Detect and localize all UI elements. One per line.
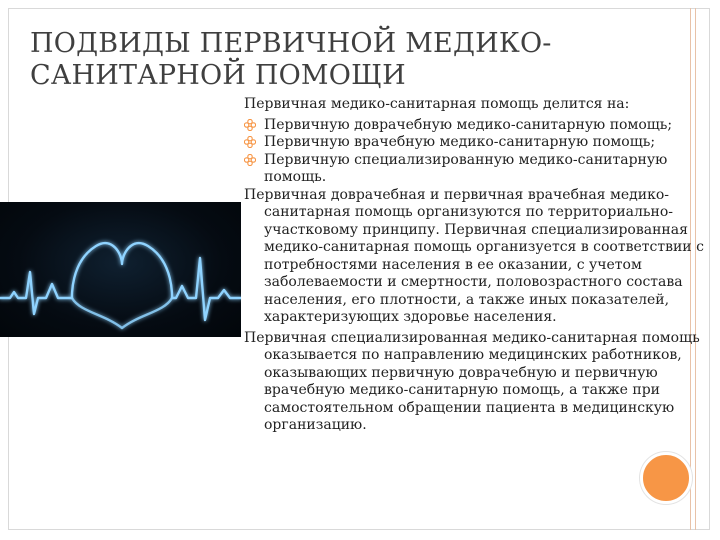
bullet-text: Первичную доврачебную медико-санитарную помощь; [264,116,673,133]
bullet-item [244,152,710,187]
flower-bullet-icon [244,136,256,148]
paragraph-2: Первичная специализированная медико-санитарная помощь оказывается по направлению медицинских работников, оказывающих первичную доврачебную и первичную врачебную медико-санитарную помощь, а также при самостоятельном обращении пациента в медицинскую организацию. [244,329,700,433]
flower-bullet-icon [244,119,256,131]
slide-body [244,96,710,438]
orange-circle-icon [640,452,692,504]
heart-ecg-icon [0,202,241,337]
paragraph-1: Первичная доврачебная и первичная врачебная медико-санитарная помощь организуются по территориально-участковому принципу. Первичная специализированная медико-санитарная помощь организуется в соответствии с потребностями населения в ее оказании, с учетом заболеваемости и смертности, половозрастного состава населения, его плотности, а также иных показателей, характеризующих здоровье населения. [244,186,704,325]
heart-ecg-image [0,202,241,337]
bullet-item [244,117,710,135]
intro-text: Первичная медико-санитарная помощь делится на: [244,96,630,112]
title-line-1: ПОДВИДЫ ПЕРВИЧНОЙ МЕДИКО- [30,28,552,59]
bullet-text: Первичную специализированную медико-санитарную помощь. [264,151,668,185]
flower-bullet-icon [244,154,256,166]
title-line-2: САНИТАРНОЙ ПОМОЩИ [30,60,406,91]
slide-title [30,28,630,92]
bullet-list [244,117,710,187]
bullet-text: Первичную врачебную медико-санитарную помощь; [264,134,656,150]
bullet-item [244,134,710,152]
